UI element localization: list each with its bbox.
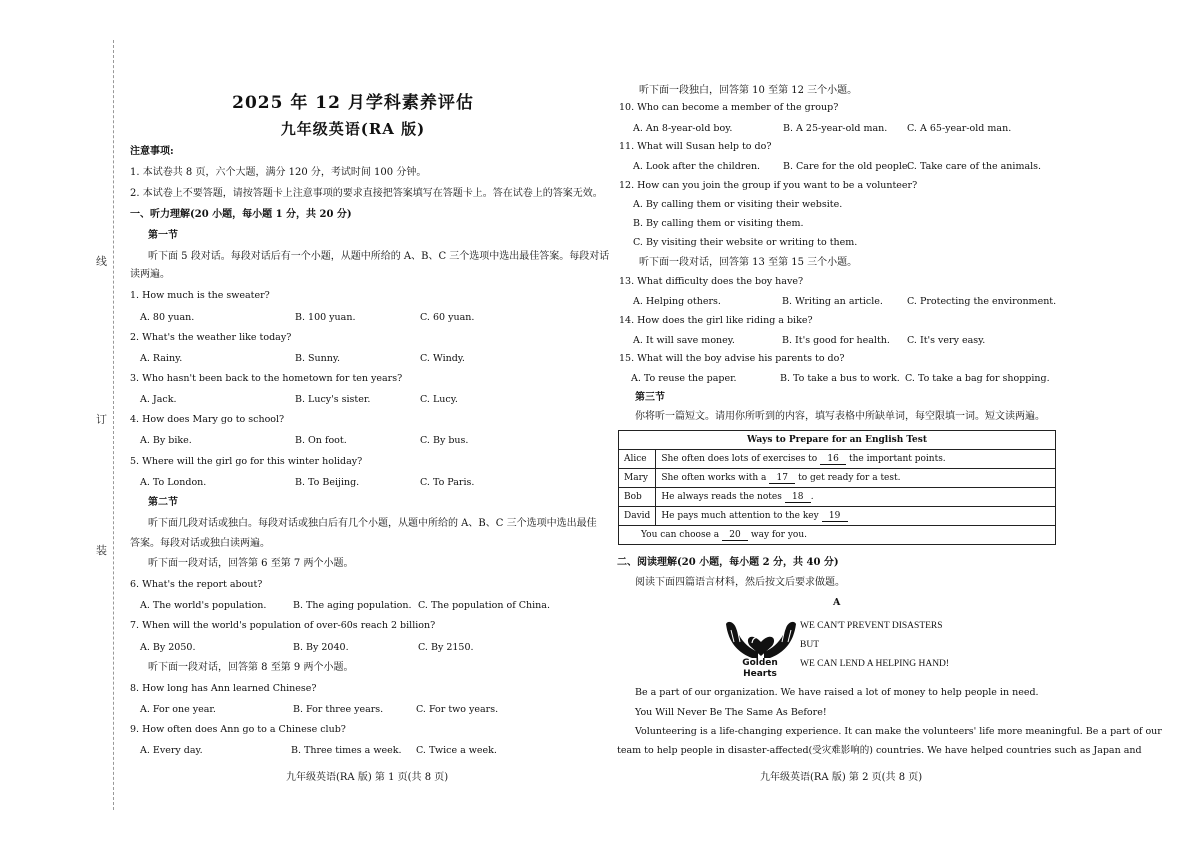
q9-option-c: C. Twice a week.: [416, 745, 497, 756]
table-row: [619, 450, 1056, 469]
question-7: 7. When will the world's population of over-60s reach 2 billion?: [130, 620, 436, 631]
q10-option-c: C. A 65-year-old man.: [907, 123, 1012, 134]
q15-option-c: C. To take a bag for shopping.: [905, 373, 1050, 384]
answer-blank-17[interactable]: 17: [769, 473, 795, 484]
passage-paragraph-2: You Will Never Be The Same As Before!: [635, 707, 827, 718]
q13-option-c: C. Protecting the environment.: [907, 296, 1057, 307]
logo-text: [730, 658, 790, 680]
q6-option-a: A. The world's population.: [140, 600, 267, 611]
question-10: 10. Who can become a member of the group?: [619, 102, 839, 113]
q8-option-a: A. For one year.: [140, 704, 216, 715]
row-text-pre: He always reads the notes: [661, 491, 782, 502]
q12-option-a: A. By calling them or visiting their website.: [633, 199, 843, 210]
section-2-instruction-cont: 答案。每段对话或独白读两遍。: [130, 538, 270, 549]
q8-option-c: C. For two years.: [416, 704, 499, 715]
row-text-pre: She often works with a: [661, 472, 767, 483]
row-name: Alice: [619, 450, 656, 469]
q3-option-a: A. Jack.: [140, 394, 177, 405]
row-text: [656, 469, 1056, 488]
page-2: [615, 0, 1162, 849]
row-text-pre: He pays much attention to the key: [661, 510, 819, 521]
row-text: [656, 450, 1056, 469]
q12-option-b: B. By calling them or visiting them.: [633, 218, 804, 229]
q9-option-a: A. Every day.: [140, 745, 203, 756]
q3-option-c: C. Lucy.: [420, 394, 458, 405]
question-1: 1. How much is the sweater?: [130, 290, 270, 301]
q15-option-a: A. To reuse the paper.: [631, 373, 737, 384]
part-2-instruction: 阅读下面四篇语言材料，然后按文后要求做题。: [635, 577, 845, 588]
q14-option-b: B. It's good for health.: [782, 335, 890, 346]
table-row: [619, 469, 1056, 488]
row-text-post: .: [810, 491, 814, 502]
table-row: [619, 507, 1056, 526]
question-12: 12. How can you join the group if you want to be a volunteer?: [619, 180, 918, 191]
question-2: 2. What's the weather like today?: [130, 332, 292, 343]
q4-option-b: B. On foot.: [295, 435, 347, 446]
q4-option-c: C. By bus.: [420, 435, 469, 446]
ad-line-2: BUT: [800, 640, 819, 650]
binding-char-zhuang: 装: [96, 544, 107, 557]
logo-text-line-1: Golden: [742, 658, 778, 668]
row-text: [656, 507, 1056, 526]
q11-option-c: C. Take care of the animals.: [907, 161, 1042, 172]
section-1-instruction-cont: 读两遍。: [130, 269, 170, 280]
question-14: 14. How does the girl like riding a bike?: [619, 315, 813, 326]
row-text: [656, 488, 1056, 507]
q1-option-a: A. 80 yuan.: [140, 312, 195, 323]
page-2-footer: 九年级英语(RA 版) 第 2 页(共 8 页): [760, 772, 923, 783]
answer-blank-20[interactable]: 20: [722, 530, 748, 541]
note-2: 2. 本试卷上不要答题，请按答题卡上注意事项的要求直接把答案填写在答题卡上。答在试卷上的答案无效。: [130, 188, 603, 199]
q10-option-b: B. A 25-year-old man.: [783, 123, 888, 134]
q9-option-b: B. Three times a week.: [291, 745, 402, 756]
ways-table-title: Ways to Prepare for an English Test: [619, 431, 1056, 450]
q1-option-c: C. 60 yuan.: [420, 312, 475, 323]
row-text-post: the important points.: [848, 453, 946, 464]
q10-option-a: A. An 8-year-old boy.: [633, 123, 733, 134]
section-3-heading: 第三节: [635, 392, 665, 403]
question-11: 11. What will Susan help to do?: [619, 141, 772, 152]
row-name: Mary: [619, 469, 656, 488]
q12-option-c: C. By visiting their website or writing to them.: [633, 237, 858, 248]
lead-q13-q15: 听下面一段对话，回答第 13 至第 15 三个小题。: [639, 257, 858, 268]
lead-q10-q12: 听下面一段独白，回答第 10 至第 12 三个小题。: [639, 85, 858, 96]
table-row-summary: [619, 526, 1056, 545]
q2-option-a: A. Rainy.: [140, 353, 183, 364]
ways-table: [618, 430, 1056, 545]
q11-option-a: A. Look after the children.: [633, 161, 761, 172]
question-4: 4. How does Mary go to school?: [130, 414, 285, 425]
passage-a-label: A: [833, 597, 841, 608]
row-name: David: [619, 507, 656, 526]
question-9: 9. How often does Ann go to a Chinese club?: [130, 724, 346, 735]
exam-title: 2025 年 12 月学科素养评估: [232, 93, 474, 113]
section-1-heading: 第一节: [148, 230, 178, 241]
summary-pre: You can choose a: [641, 529, 720, 540]
lead-q8-q9: 听下面一段对话，回答第 8 至第 9 两个小题。: [148, 662, 354, 673]
binding-line: [113, 40, 114, 810]
q6-option-b: B. The aging population.: [293, 600, 412, 611]
ad-line-3: WE CAN LEND A HELPING HAND!: [800, 659, 950, 669]
section-2-instruction: 听下面几段对话或独白。每段对话或独白后有几个小题，从题中所给的 A、B、C 三个选项中选出最佳: [148, 518, 597, 529]
q4-option-a: A. By bike.: [140, 435, 192, 446]
passage-paragraph-3: Volunteering is a life-changing experience. It can make the volunteers' life more meaningful. Be a part of our: [635, 726, 1162, 737]
section-3-instruction: 你将听一篇短文。请用你所听到的内容，填写表格中所缺单词，每空限填一词。短文读两遍。: [635, 411, 1045, 422]
question-8: 8. How long has Ann learned Chinese?: [130, 683, 317, 694]
note-1: 1. 本试卷共 8 页，六个大题，满分 120 分，考试时间 100 分钟。: [130, 167, 427, 178]
row-text-post: to get ready for a test.: [798, 472, 901, 483]
q11-option-b: B. Care for the old people.: [783, 161, 911, 172]
summary-post: way for you.: [750, 529, 807, 540]
part-2-heading: 二、阅读理解(20 小题，每小题 2 分，共 40 分): [617, 557, 839, 568]
q14-option-a: A. It will save money.: [633, 335, 735, 346]
page-1: [128, 0, 610, 849]
passage-paragraph-1: Be a part of our organization. We have raised a lot of money to help people in need.: [635, 687, 1039, 698]
question-5: 5. Where will the girl go for this winter holiday?: [130, 456, 363, 467]
lead-q6-q7: 听下面一段对话，回答第 6 至第 7 两个小题。: [148, 558, 354, 569]
table-row: [619, 488, 1056, 507]
answer-blank-16[interactable]: 16: [820, 454, 846, 465]
q7-option-c: C. By 2150.: [418, 642, 474, 653]
section-2-heading: 第二节: [148, 497, 178, 508]
q7-option-b: B. By 2040.: [293, 642, 349, 653]
notes-heading: 注意事项:: [130, 146, 174, 157]
q13-option-a: A. Helping others.: [633, 296, 721, 307]
passage-paragraph-3-cont: team to help people in disaster-affected(受灾难影响的) countries. We have helped countries such as Japan and: [617, 745, 1142, 756]
q8-option-b: B. For three years.: [293, 704, 384, 715]
answer-blank-18[interactable]: 18: [785, 492, 811, 503]
answer-blank-19[interactable]: 19: [822, 511, 848, 522]
binding-char-xian: 线: [96, 255, 107, 268]
question-6: 6. What's the report about?: [130, 579, 263, 590]
ad-line-1: WE CAN'T PREVENT DISASTERS: [800, 621, 943, 631]
q5-option-a: A. To London.: [140, 477, 207, 488]
summary-text: [619, 526, 1056, 545]
q3-option-b: B. Lucy's sister.: [295, 394, 371, 405]
exam-subtitle: 九年级英语(RA 版): [280, 120, 426, 138]
q2-option-b: B. Sunny.: [295, 353, 341, 364]
question-13: 13. What difficulty does the boy have?: [619, 276, 804, 287]
question-15: 15. What will the boy advise his parents to do?: [619, 353, 845, 364]
q6-option-c: C. The population of China.: [418, 600, 550, 611]
binding-char-ding: 订: [96, 413, 107, 426]
q1-option-b: B. 100 yuan.: [295, 312, 356, 323]
logo-text-line-2: Hearts: [743, 669, 777, 679]
row-name: Bob: [619, 488, 656, 507]
q5-option-b: B. To Beijing.: [295, 477, 360, 488]
q5-option-c: C. To Paris.: [420, 477, 475, 488]
question-3: 3. Who hasn't been back to the hometown for ten years?: [130, 373, 403, 384]
q15-option-b: B. To take a bus to work.: [780, 373, 900, 384]
q14-option-c: C. It's very easy.: [907, 335, 986, 346]
page-1-footer: 九年级英语(RA 版) 第 1 页(共 8 页): [286, 772, 449, 783]
section-1-instruction: 听下面 5 段对话。每段对话后有一个小题，从题中所给的 A、B、C 三个选项中选出最佳答案。每段对话: [148, 251, 610, 262]
q7-option-a: A. By 2050.: [140, 642, 196, 653]
row-text-pre: She often does lots of exercises to: [661, 453, 818, 464]
q13-option-b: B. Writing an article.: [782, 296, 883, 307]
part-1-heading: 一、听力理解(20 小题，每小题 1 分，共 20 分): [130, 209, 352, 220]
q2-option-c: C. Windy.: [420, 353, 465, 364]
